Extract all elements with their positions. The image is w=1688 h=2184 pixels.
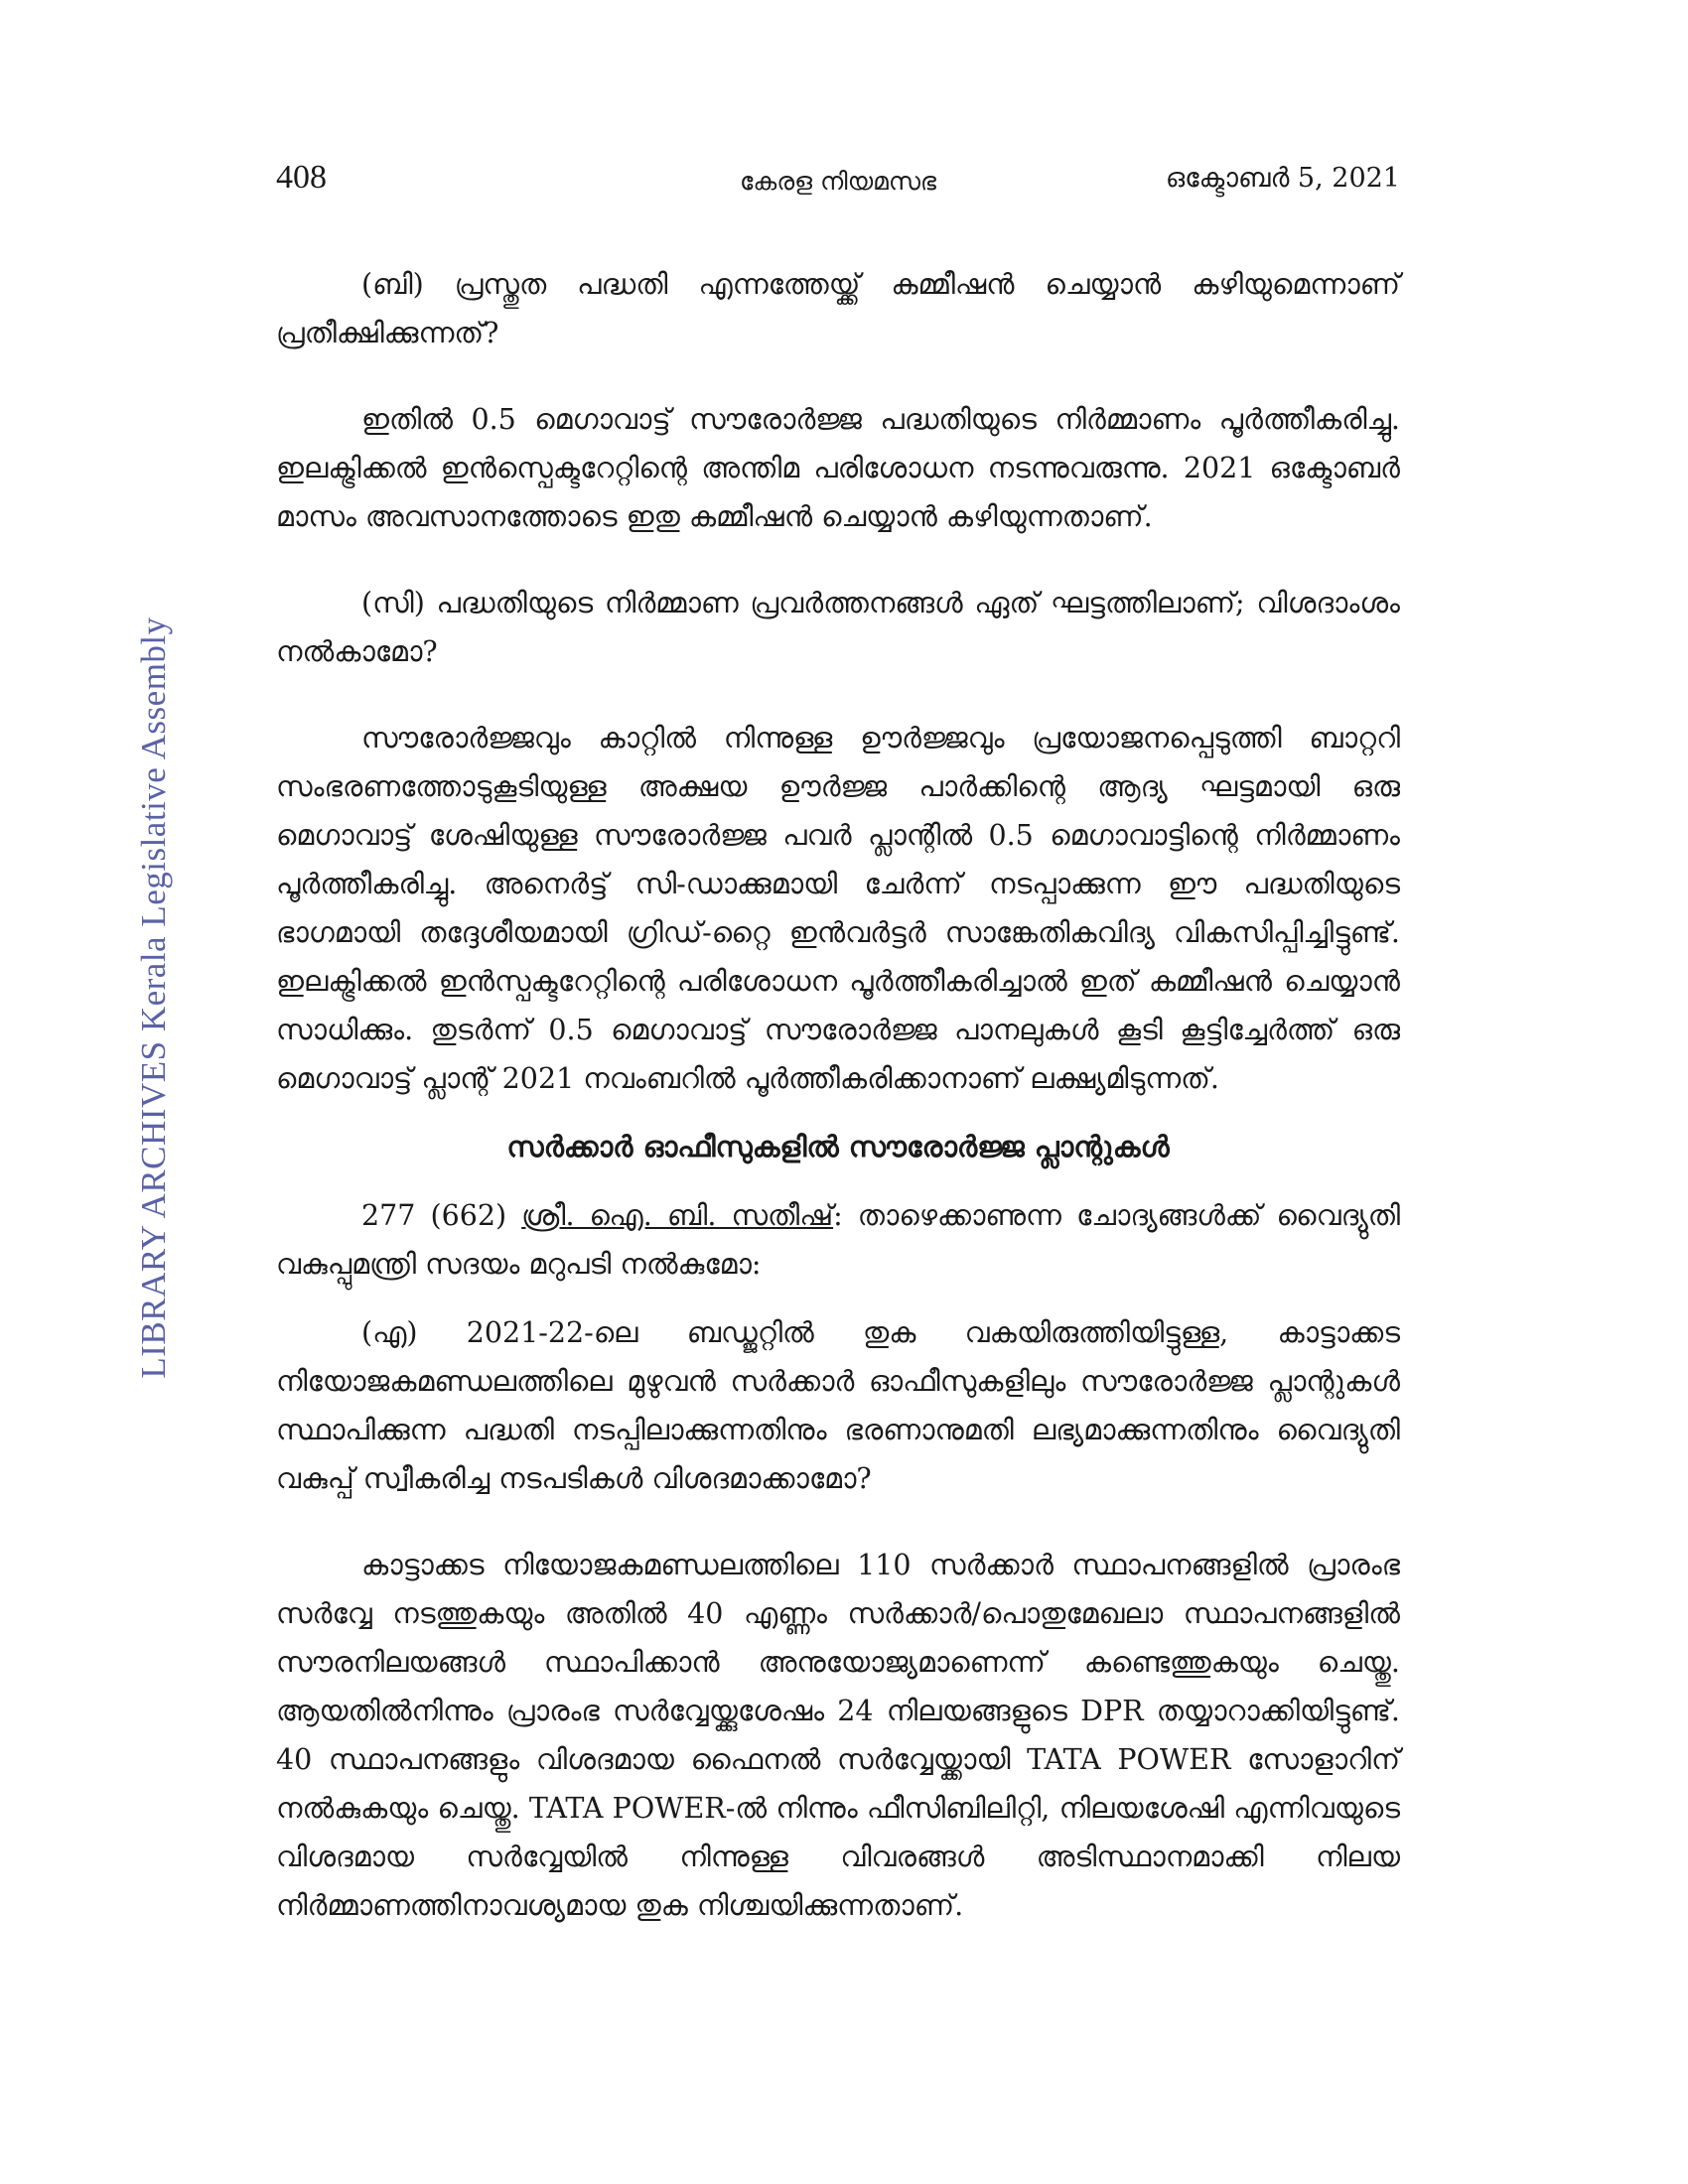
member-name: ശ്രീ. ഐ. ബി. സതീഷ്: [521, 1199, 834, 1232]
answer-b: ഇതിൽ 0.5 മെഗാവാട്ട് സൗരോർജ്ജ പദ്ധതിയുടെ നിർമ്മാണം പൂർത്തീകരിച്ചു. ഇലക്ട്രിക്കൽ ഇൻസ്പെക്ടറേറ്റിന്റെ അന്തിമ പരിശോധന നടന്നുവരുന്നു. 2021 ഒക്ടോബർ മാസം അവസാനത്തോടെ ഇതു കമ്മീഷൻ ചെയ്യാൻ കഴിയുന്നതാണ്.: [276, 403, 1400, 533]
question-b: (ബി) പ്രസ്തുത പദ്ധതി എന്നത്തേയ്ക്ക് കമ്മീഷൻ ചെയ്യാൻ കഴിയുമെന്നാണ് പ്രതീക്ഷിക്കുന്നത്?: [276, 268, 1400, 349]
question-intro-text: : താഴെക്കാണുന്ന ചോദ്യങ്ങൾക്ക് വൈദ്യുതി വകുപ്പുമന്ത്രി സദയം മറുപടി നൽകുമോ:: [276, 1199, 1401, 1281]
question-a: (എ) 2021-22-ലെ ബഡ്ജറ്റിൽ തുക വകയിരുത്തിയിട്ടുള്ള, കാട്ടാക്കട നിയോജകമണ്ഡലത്തിലെ മുഴുവൻ സർക്കാർ ഓഫീസുകളിലും സൗരോർജ്ജ പ്ലാന്റുകൾ സ്ഥാപിക്കുന്ന പദ്ധതി നടപ്പിലാക്കുന്നതിനും ഭരണാനുമതി ലഭ്യമാക്കുന്നതിനും വൈദ്യുതി വകുപ്പ് സ്വീകരിച്ച നടപടികൾ വിശദമാക്കാമോ?: [276, 1316, 1400, 1495]
header-date: ഒക്ടോബർ 5, 2021: [1165, 163, 1400, 194]
page-header: [276, 159, 1400, 208]
question-c: (സി) പദ്ധതിയുടെ നിർമ്മാണ പ്രവർത്തനങ്ങൾ ഏത് ഘട്ടത്തിലാണ്; വിശദാംശം നൽകാമോ?: [276, 587, 1400, 668]
page-number: 408: [276, 159, 327, 196]
question-number: 277 (662): [361, 1199, 507, 1232]
header-title: കേരള നിയമസഭ: [740, 167, 936, 196]
document-body: [276, 260, 1400, 1968]
answer-c: സൗരോർജ്ജവും കാറ്റിൽ നിന്നുള്ള ഊർജ്ജവും പ്രയോജനപ്പെടുത്തി ബാറ്ററി സംഭരണത്തോടുകൂടിയുള്ള അക്ഷയ ഊർജ്ജ പാർക്കിന്റെ ആദ്യ ഘട്ടമായി ഒരു മെഗാവാട്ട് ശേഷിയുള്ള സൗരോർജ്ജ പവർ പ്ലാന്റിൽ 0.5 മെഗാവാട്ടിന്റെ നിർമ്മാണം പൂർത്തീകരിച്ചു. അനെർട്ട് സി-ഡാക്കുമായി ചേർന്ന് നടപ്പാക്കുന്ന ഈ പദ്ധതിയുടെ ഭാഗമായി തദ്ദേശീയമായി ഗ്രിഡ്-റ്റൈ ഇൻവർട്ടർ സാങ്കേതികവിദ്യ വികസിപ്പിച്ചിട്ടുണ്ട്. ഇലക്ട്രിക്കൽ ഇൻസ്പക്ടറേറ്റിന്റെ പരിശോധന പൂർത്തീകരിച്ചാൽ ഇത് കമ്മീഷൻ ചെയ്യാൻ സാധിക്കും. തുടർന്ന് 0.5 മെഗാവാട്ട് സൗരോർജ്ജ പാനലുകൾ കൂടി കൂട്ടിച്ചേർത്ത് ഒരു മെഗാവാട്ട് പ്ലാന്റ് 2021 നവംബറിൽ പൂർത്തീകരിക്കാനാണ് ലക്ഷ്യമിടുന്നത്.: [276, 722, 1400, 1095]
section-title: സർക്കാർ ഓഫീസുകളിൽ സൗരോർജ്ജ പ്ലാന്റുകൾ: [506, 1130, 1170, 1163]
question-intro: [276, 1191, 1400, 1289]
archive-watermark: LIBRARY ARCHIVES Kerala Legislative Assembly: [134, 616, 173, 1379]
answer-a: കാട്ടാക്കട നിയോജകമണ്ഡലത്തിലെ 110 സർക്കാർ സ്ഥാപനങ്ങളിൽ പ്രാരംഭ സർവ്വേ നടത്തുകയും അതിൽ 40 എണ്ണം സർക്കാർ/പൊതുമേഖലാ സ്ഥാപനങ്ങളിൽ സൗരനിലയങ്ങൾ സ്ഥാപിക്കാൻ അനുയോജ്യമാണെന്ന് കണ്ടെത്തുകയും ചെയ്തു. ആയതിൽനിന്നും പ്രാരംഭ സർവ്വേയ്ക്കുശേഷം 24 നിലയങ്ങളുടെ DPR തയ്യാറാക്കിയിട്ടുണ്ട്. 40 സ്ഥാപനങ്ങളും വിശദമായ ഫൈനൽ സർവ്വേയ്ക്കായി TATA POWER സോളാറിന് നൽകുകയും ചെയ്തു. TATA POWER-ൽ നിന്നും ഫീസിബിലിറ്റി, നിലയശേഷി എന്നിവയുടെ വിശദമായ സർവ്വേയിൽ നിന്നുള്ള വിവരങ്ങൾ അടിസ്ഥാനമാക്കി നിലയ നിർമ്മാണത്തിനാവശ്യമായ തുക നിശ്ചയിക്കുന്നതാണ്.: [276, 1549, 1400, 1922]
